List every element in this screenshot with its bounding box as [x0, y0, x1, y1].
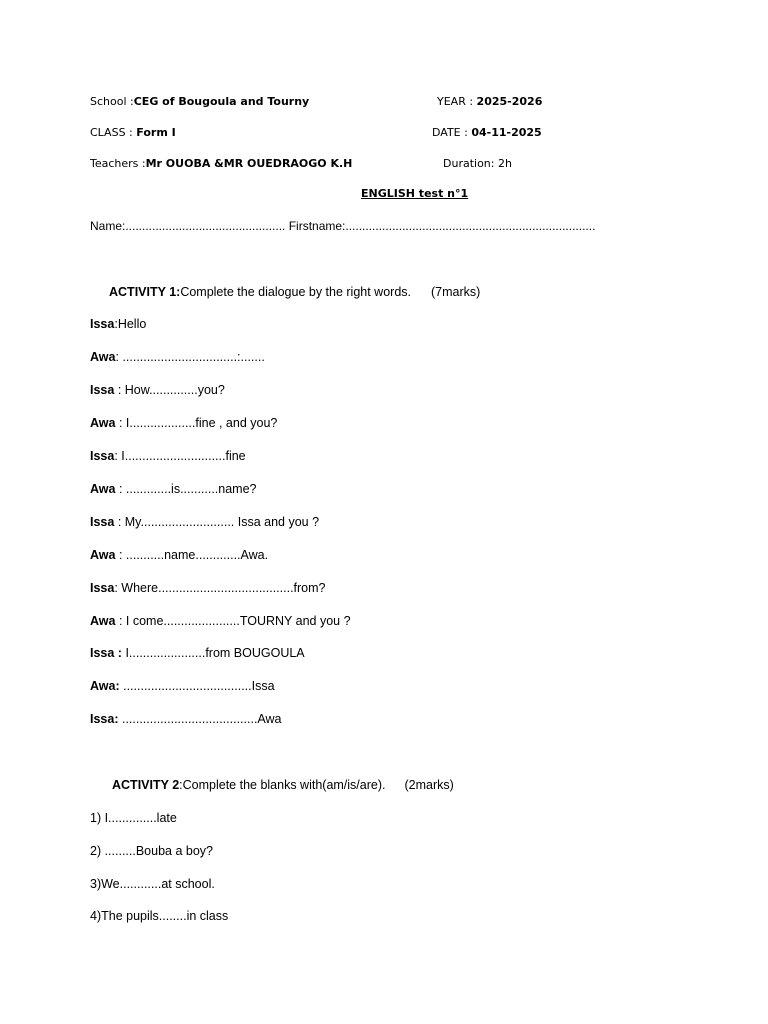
activity1-heading	[109, 285, 480, 299]
dialogue-line	[90, 317, 146, 331]
year-value: 2025-2026	[476, 95, 543, 108]
dialogue-speaker: Awa	[90, 548, 116, 562]
dialogue-line	[90, 482, 257, 496]
dialogue-speaker: Issa	[90, 317, 115, 331]
date-label: DATE :	[432, 126, 472, 139]
activity2-instruction: :Complete the blanks with(am/is/are).	[179, 778, 386, 792]
school-line	[90, 95, 309, 108]
dialogue-line	[90, 416, 277, 430]
dialogue-speaker: Issa	[90, 449, 115, 463]
activity1-marks: (7marks)	[431, 285, 481, 299]
dialogue-line	[90, 515, 319, 529]
dialogue-line	[90, 383, 225, 397]
teachers-value: Mr OUOBA &MR OUEDRAOGO K.H	[145, 157, 353, 170]
teachers-line	[90, 157, 352, 170]
dialogue-speaker: Awa	[90, 482, 116, 496]
activity1-instruction: Complete the dialogue by the right words.	[180, 285, 412, 299]
year-label: YEAR :	[437, 95, 477, 108]
dialogue-text: I......................from BOUGOULA	[121, 646, 305, 660]
dialogue-speaker: Awa:	[90, 679, 120, 693]
dialogue-text: .....................................Issa	[119, 679, 275, 693]
dialogue-line	[90, 449, 246, 463]
dialogue-speaker: Issa:	[90, 712, 119, 726]
dialogue-speaker: Awa	[90, 350, 116, 364]
class-label: CLASS :	[90, 126, 137, 139]
exercise-item: 3)We............at school.	[90, 877, 215, 891]
date-value: 04-11-2025	[471, 126, 542, 139]
dialogue-line	[90, 712, 282, 726]
dialogue-line	[90, 350, 265, 364]
dialogue-line	[90, 614, 351, 628]
activity2-marks: (2marks)	[404, 778, 454, 792]
class-value: Form I	[136, 126, 176, 139]
activity2-heading	[112, 778, 454, 792]
name-firstname-line: Name:................................................ Firstname:...........................................................................	[90, 219, 596, 233]
dialogue-line	[90, 548, 268, 562]
dialogue-text: : ...........name.............Awa.	[115, 548, 269, 562]
class-line	[90, 126, 176, 139]
year-line	[437, 95, 542, 108]
dialogue-text: : I...................fine , and you?	[115, 416, 278, 430]
dialogue-speaker: Issa	[90, 515, 115, 529]
school-label: School :	[90, 95, 134, 108]
dialogue-speaker: Issa	[90, 383, 115, 397]
school-name: CEG of Bougoula and Tourny	[133, 95, 310, 108]
activity2-title: ACTIVITY 2	[112, 778, 180, 792]
exercise-item: 1) I..............late	[90, 811, 177, 825]
dialogue-speaker: Issa :	[90, 646, 122, 660]
dialogue-text: : .............is...........name?	[115, 482, 257, 496]
dialogue-text: : My........................... Issa and you ?	[114, 515, 320, 529]
dialogue-speaker: Issa	[90, 581, 115, 595]
dialogue-text: .......................................Awa	[118, 712, 282, 726]
dialogue-text: : I come......................TOURNY and you ?	[115, 614, 351, 628]
dialogue-text: : I.............................fine	[114, 449, 246, 463]
exercise-item: 4)The pupils........in class	[90, 909, 229, 923]
dialogue-line	[90, 581, 326, 595]
teachers-label: Teachers :	[90, 157, 146, 170]
dialogue-text: : How..............you?	[114, 383, 225, 397]
test-title: ENGLISH test n°1	[361, 187, 469, 200]
date-line	[432, 126, 542, 139]
dialogue-speaker: Awa	[90, 416, 116, 430]
dialogue-line	[90, 646, 305, 660]
dialogue-text: :Hello	[114, 317, 147, 331]
exercise-item: 2) .........Bouba a boy?	[90, 844, 213, 858]
dialogue-speaker: Awa	[90, 614, 116, 628]
dialogue-text: : Where.......................................from?	[114, 581, 326, 595]
dialogue-text: : .................................:.......	[115, 350, 265, 364]
activity1-title: ACTIVITY 1:	[109, 285, 181, 299]
dialogue-line	[90, 679, 275, 693]
duration-text: Duration: 2h	[443, 157, 512, 170]
